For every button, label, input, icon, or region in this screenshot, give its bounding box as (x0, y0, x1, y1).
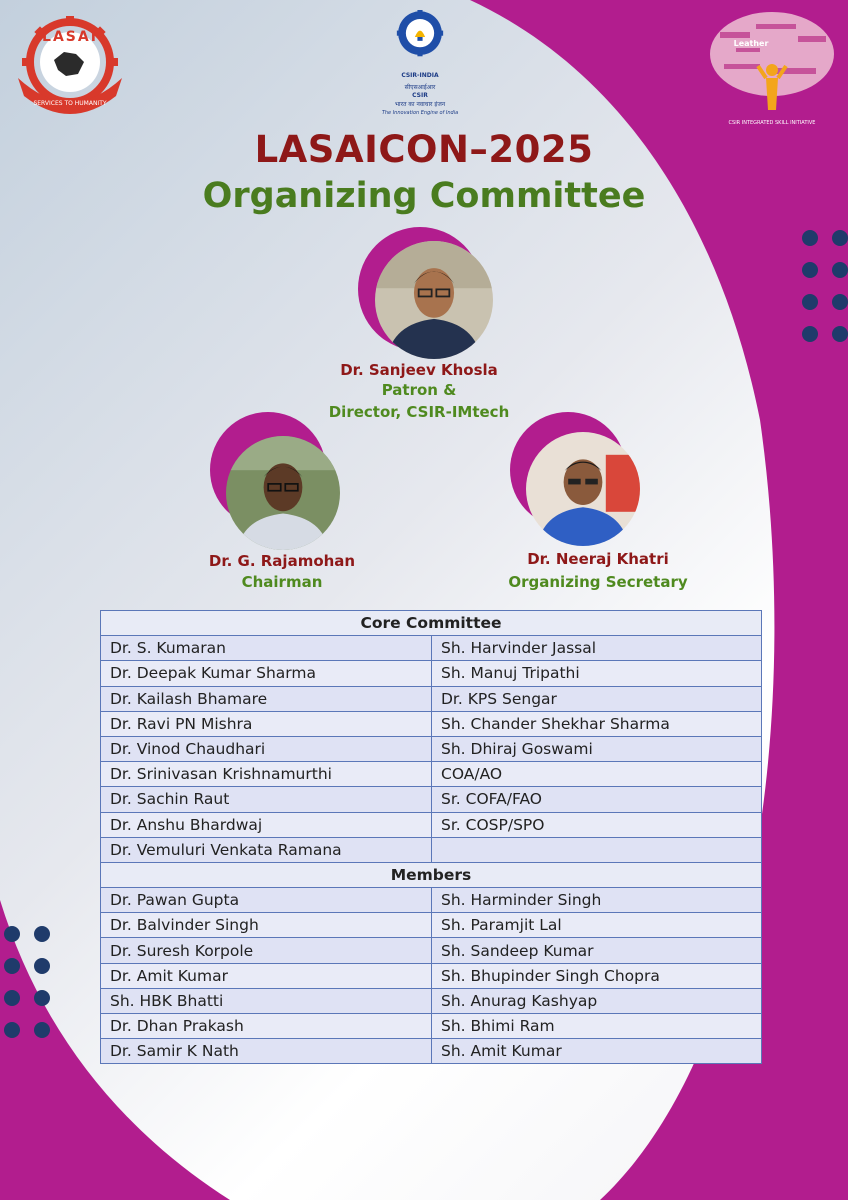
table-row (101, 888, 762, 913)
chairman-role: Chairman (241, 573, 323, 591)
table-row (101, 1039, 762, 1064)
table-row (101, 913, 762, 938)
member-name-cell: Sh. Manuj Tripathi (432, 661, 762, 686)
member-name-cell: Sr. COSP/SPO (432, 812, 762, 837)
members-heading-label: Members (101, 862, 762, 887)
table-row (101, 938, 762, 963)
patron-name: Dr. Sanjeev Khosla (340, 361, 498, 379)
member-name-cell: Dr. Suresh Korpole (101, 938, 432, 963)
member-name-cell: Sh. Paramjit Lal (432, 913, 762, 938)
csir-hindi-tagline: भारत का नवाचार इंजन (394, 101, 446, 108)
member-name-cell: Dr. S. Kumaran (101, 636, 432, 661)
member-name-cell: Sh. Harvinder Jassal (432, 636, 762, 661)
lasai-text: LASAI (42, 29, 98, 45)
patron-role-line2: Director, CSIR-IMtech (328, 403, 510, 421)
member-name-cell: Dr. Deepak Kumar Sharma (101, 661, 432, 686)
member-name-cell: Sh. Anurag Kashyap (432, 988, 762, 1013)
member-name-cell: Sh. Harminder Singh (432, 888, 762, 913)
skill-word: Leather (733, 39, 769, 48)
member-name-cell: Sh. Sandeep Kumar (432, 938, 762, 963)
patron-photo (375, 241, 493, 359)
member-name-cell: Dr. Vinod Chaudhari (101, 736, 432, 761)
table-row (101, 711, 762, 736)
patron-role-line1: Patron & (381, 381, 457, 399)
core-committee-heading (101, 611, 762, 636)
csir-ring-text: CSIR-INDIA (401, 72, 439, 79)
member-name-cell: Dr. Kailash Bhamare (101, 686, 432, 711)
secretary-portrait (510, 412, 650, 552)
members-heading (101, 862, 762, 887)
member-name-cell: Dr. Pawan Gupta (101, 888, 432, 913)
member-name-cell: Dr. Sachin Raut (101, 787, 432, 812)
csir-hindi-name: सीएसआईआर (404, 84, 436, 91)
member-name-cell: Sh. Dhiraj Goswami (432, 736, 762, 761)
member-name-cell: Sh. Bhimi Ram (432, 1014, 762, 1039)
core-committee-heading-label: Core Committee (101, 611, 762, 636)
member-name-cell: COA/AO (432, 762, 762, 787)
member-name-cell: Sh. Bhupinder Singh Chopra (432, 963, 762, 988)
chairman-portrait (210, 412, 350, 552)
table-row (101, 736, 762, 761)
committee-table (100, 610, 762, 1064)
skill-caption: CSIR INTEGRATED SKILL INITIATIVE (728, 120, 816, 126)
member-name-cell: Dr. Anshu Bhardwaj (101, 812, 432, 837)
lasai-logo (12, 14, 128, 118)
patron-portrait (358, 227, 498, 367)
table-row (101, 988, 762, 1013)
table-row (101, 661, 762, 686)
member-name-cell: Dr. KPS Sengar (432, 686, 762, 711)
member-name-cell: Dr. Dhan Prakash (101, 1014, 432, 1039)
lasai-motto: SERVICES TO HUMANITY (33, 100, 107, 107)
member-name-cell: Dr. Srinivasan Krishnamurthi (101, 762, 432, 787)
member-name-cell: Dr. Ravi PN Mishra (101, 711, 432, 736)
member-name-cell: Sh. HBK Bhatti (101, 988, 432, 1013)
dot-pattern-left (4, 926, 50, 1038)
event-title: LASAICON–2025 (254, 128, 594, 171)
dot-pattern-right (802, 230, 848, 342)
table-row (101, 636, 762, 661)
chairman-name: Dr. G. Rajamohan (208, 552, 356, 570)
member-name-cell: Sr. COFA/FAO (432, 787, 762, 812)
member-name-cell: Dr. Vemuluri Venkata Ramana (101, 837, 432, 862)
csir-tagline: The Innovation Engine of India (381, 110, 459, 116)
member-name-cell (432, 837, 762, 862)
table-row (101, 812, 762, 837)
member-name-cell: Sh. Amit Kumar (432, 1039, 762, 1064)
chairman-photo (226, 436, 340, 550)
table-row (101, 1014, 762, 1039)
secretary-role: Organizing Secretary (508, 573, 688, 591)
table-row (101, 762, 762, 787)
secretary-name: Dr. Neeraj Khatri (527, 550, 669, 568)
member-name-cell: Dr. Balvinder Singh (101, 913, 432, 938)
page-subtitle: Organizing Committee (202, 176, 646, 216)
table-row (101, 787, 762, 812)
table-row (101, 837, 762, 862)
secretary-photo (526, 432, 640, 546)
member-name-cell: Sh. Chander Shekhar Sharma (432, 711, 762, 736)
skill-initiative-logo (706, 8, 838, 130)
member-name-cell: Dr. Samir K Nath (101, 1039, 432, 1064)
member-name-cell: Dr. Amit Kumar (101, 963, 432, 988)
csir-logo (378, 10, 462, 122)
table-row (101, 963, 762, 988)
csir-name: CSIR (412, 92, 428, 99)
table-row (101, 686, 762, 711)
